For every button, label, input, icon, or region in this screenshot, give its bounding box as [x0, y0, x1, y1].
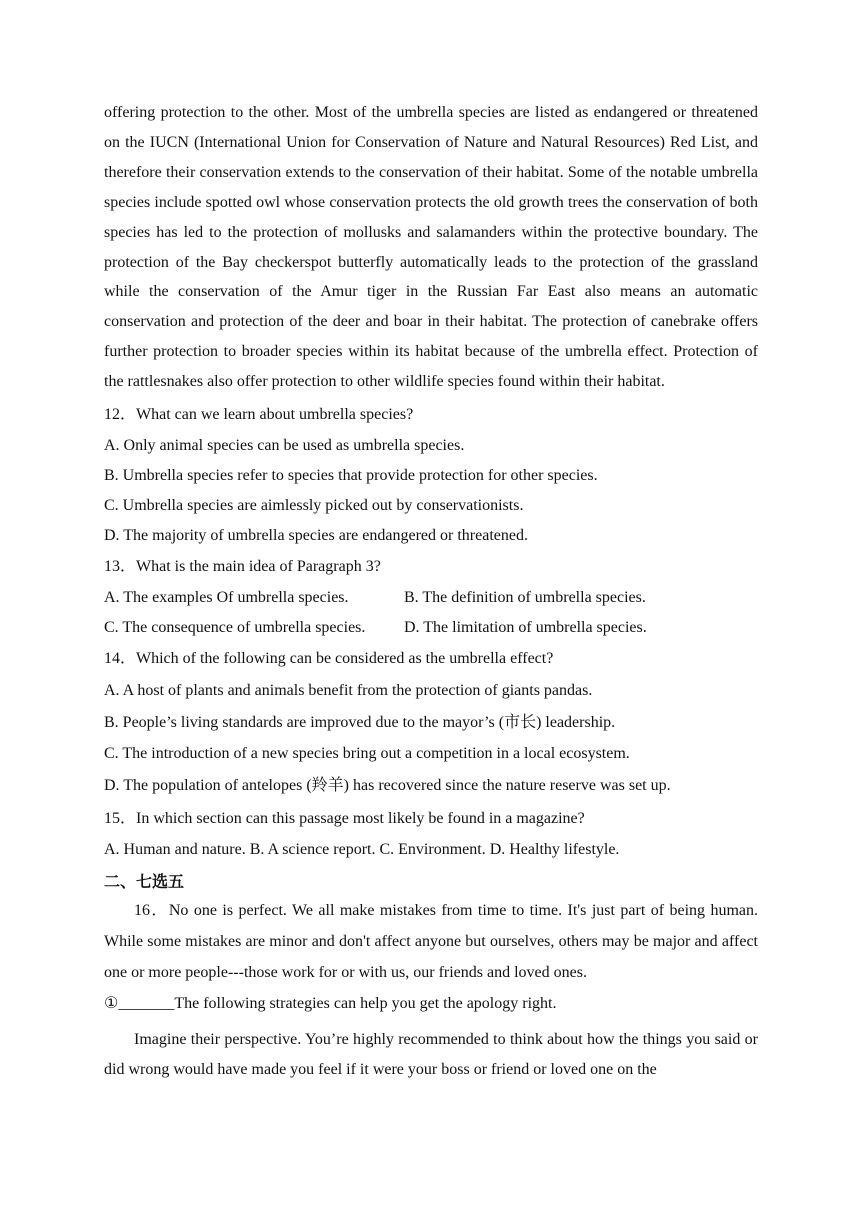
options-row-ab — [104, 583, 758, 613]
passage-paragraph: offering protection to the other. Most of the umbrella species are listed as endangered or threatened on the IUCN (International Union for Conservation of Nature and Natural Resources) Red List, and therefore their conservation extends to the conservation of their habitat. Some of the notable umbrella species include spotted owl whose conservation protects the old growth trees the conservation of both species has led to the protection of mollusks and salamanders within the protective boundary. The protection of the Bay checkerspot butterfly automatically leads to the protection of the grassland while the conservation of the Amur tiger in the Russian Far East also means an automatic conservation and protection of the deer and boar in their habitat. The protection of canebrake offers further protection to broader species within its habitat because of the umbrella effect. Protection of the rattlesnakes also offer protection to other wildlife species found within their habitat. — [104, 104, 758, 391]
section-paragraph-2: Imagine their perspective. You’re highly recommended to think about how the things you said or did wrong would have made you feel if it were your boss or friend or loved one on the — [104, 1031, 758, 1079]
option-a: A. Only animal species can be used as umbrella species. — [104, 437, 465, 455]
option-d: D. The majority of umbrella species are endangered or threatened. — [104, 527, 528, 545]
section-title: 二、七选五 — [104, 872, 185, 892]
answer-blank: ①_______ — [104, 995, 175, 1013]
option-c: C. The introduction of a new species bring out a competition in a local ecosystem. — [104, 745, 630, 763]
question-stem: 14．Which of the following can be considered as the umbrella effect? — [104, 650, 554, 668]
section-paragraph-1 — [104, 895, 758, 1019]
question-15 — [104, 803, 758, 865]
paragraph-text: 16．No one is perfect. We all make mistakes from time to time. It's just part of being human. While some mistakes are minor and don't affect anyone but ourselves, others may be major and affect one or more people---those work for or with us, our friends and loved ones. — [104, 902, 758, 982]
option-c: C. The consequence of umbrella species. — [104, 619, 366, 637]
question-stem: 13．What is the main idea of Paragraph 3? — [104, 558, 381, 576]
options-row-cd — [104, 613, 758, 643]
option-a: A. The examples Of umbrella species. — [104, 589, 349, 607]
question-14 — [104, 643, 758, 801]
option-d: D. The population of antelopes (羚羊) has recovered since the nature reserve was set up. — [104, 776, 671, 794]
option-a: A. A host of plants and animals benefit from the protection of giants pandas. — [104, 682, 593, 700]
option-c: C. Umbrella species are aimlessly picked out by conservationists. — [104, 497, 524, 515]
option-d: D. The limitation of umbrella species. — [404, 619, 647, 637]
question-13 — [104, 551, 758, 643]
question-stem: 12．What can we learn about umbrella species? — [104, 406, 414, 424]
paragraph-text-end: The following strategies can help you get the apology right. — [174, 995, 557, 1013]
option-b: B. People’s living standards are improved due to the mayor’s (市长) leadership. — [104, 713, 616, 731]
option-b: B. The definition of umbrella species. — [404, 589, 646, 607]
document-page — [104, 98, 758, 1085]
options-line: A. Human and nature. B. A science report. C. Environment. D. Healthy lifestyle. — [104, 841, 620, 859]
question-stem: 15．In which section can this passage most likely be found in a magazine? — [104, 810, 585, 828]
option-b: B. Umbrella species refer to species that provide protection for other species. — [104, 467, 598, 485]
question-12 — [104, 399, 758, 551]
